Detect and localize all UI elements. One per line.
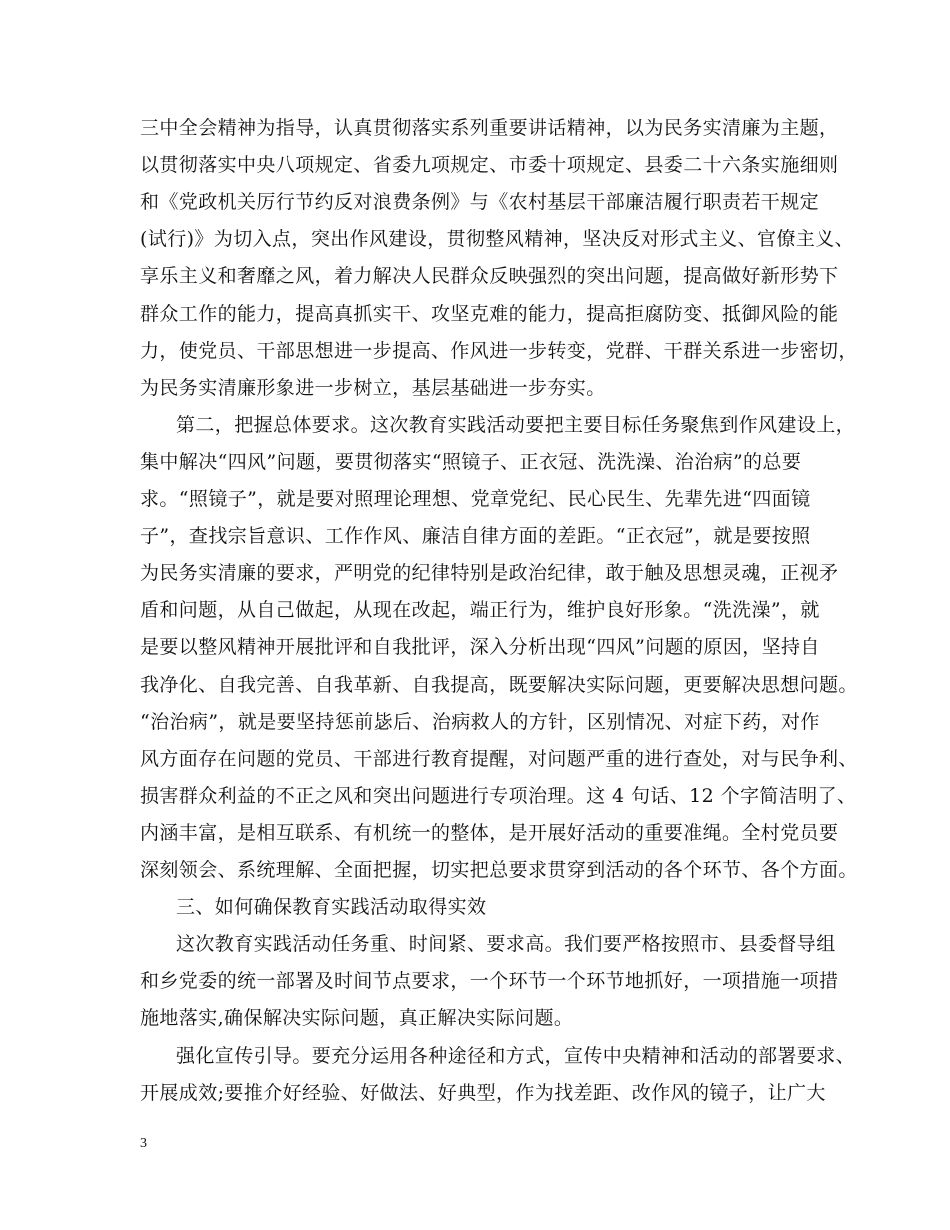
body-text-line: 以贯彻落实中央八项规定、省委九项规定、市委十项规定、县委二十六条实施细则 [140, 154, 839, 176]
body-text-line: 群众工作的能力，提高真抓实干、攻坚克难的能力，提高拒腐防变、抵御风险的能 [140, 303, 839, 325]
body-text-line: 集中解决“四风”问题，要贯彻落实“照镜子、正衣冠、洗洗澡、治治病”的总要 [140, 451, 802, 473]
body-text-line: 和《党政机关厉行节约反对浪费条例》与《农村基层干部廉洁履行职责若干规定 [140, 191, 820, 213]
body-text-line: 子”，查找宗旨意识、工作作风、廉洁自律方面的差距。“正衣冠”，就是要按照 [140, 525, 811, 547]
section-heading: 三、如何确保教育实践活动取得实效 [176, 896, 487, 918]
body-text-line: 深刻领会、系统理解、全面把握，切实把总要求贯穿到活动的各个环节、各个方面。 [140, 859, 858, 881]
body-text-line: 损害群众利益的不正之风和突出问题进行专项治理。这 4 句话、12 个字简洁明了、 [140, 785, 857, 807]
body-text-line: 施地落实,确保解决实际问题，真正解决实际问题。 [140, 1007, 574, 1029]
paragraph-first-line: 强化宣传引导。要充分运用各种途径和方式，宣传中央精神和活动的部署要求、 [176, 1045, 856, 1067]
body-text-line: 内涵丰富，是相互联系、有机统一的整体，是开展好活动的重要准绳。全村党员要 [140, 822, 839, 844]
body-text-line: 力，使党员、干部思想进一步提高、作风进一步转变，党群、干群关系进一步密切， [140, 340, 858, 362]
body-text-line: 求。“照镜子”，就是要对照理论理想、党章党纪、民心民生、先辈先进“四面镜 [140, 488, 811, 510]
page-number: 3 [140, 1136, 147, 1151]
body-text-line: (试行)》为切入点，突出作风建设，贯彻整风精神，坚决反对形式主义、官僚主义、 [140, 228, 855, 250]
body-text-line: 风方面存在问题的党员、干部进行教育提醒，对问题严重的进行查处，对与民争利、 [140, 748, 858, 770]
body-text-line: 为民务实清廉形象进一步树立，基层基础进一步夯实。 [140, 377, 606, 399]
body-text-line: 为民务实清廉的要求，严明党的纪律特别是政治纪律，敢于触及思想灵魂，正视矛 [140, 562, 839, 584]
body-text-line: 三中全会精神为指导，认真贯彻落实系列重要讲话精神，以为民务实清廉为主题， [140, 117, 839, 139]
paragraph-first-line: 这次教育实践活动任务重、时间紧、要求高。我们要严格按照市、县委督导组 [176, 933, 836, 955]
body-text-line: 享乐主义和奢靡之风，着力解决人民群众反映强烈的突出问题，提高做好新形势下 [140, 265, 839, 287]
paragraph-first-line: 第二，把握总体要求。这次教育实践活动要把主要目标任务聚焦到作风建设上， [176, 414, 856, 436]
body-text-line: 开展成效;要推介好经验、好做法、好典型，作为找差距、改作风的镜子，让广大 [140, 1082, 826, 1104]
body-text-line: 盾和问题，从自己做起，从现在改起，端正行为，维护良好形象。“洗洗澡”，就 [140, 599, 820, 621]
body-text-line: “治治病”，就是要坚持惩前毖后、治病救人的方针，区别情况、对症下药，对作 [140, 711, 820, 733]
body-text-line: 和乡党委的统一部署及时间节点要求，一个环节一个环节地抓好，一项措施一项措 [140, 970, 839, 992]
body-text-line: 我净化、自我完善、自我革新、自我提高，既要解决实际问题，更要解决思想问题。 [140, 674, 858, 696]
body-text-line: 是要以整风精神开展批评和自我批评，深入分析出现“四风”问题的原因，坚持自 [140, 636, 820, 658]
